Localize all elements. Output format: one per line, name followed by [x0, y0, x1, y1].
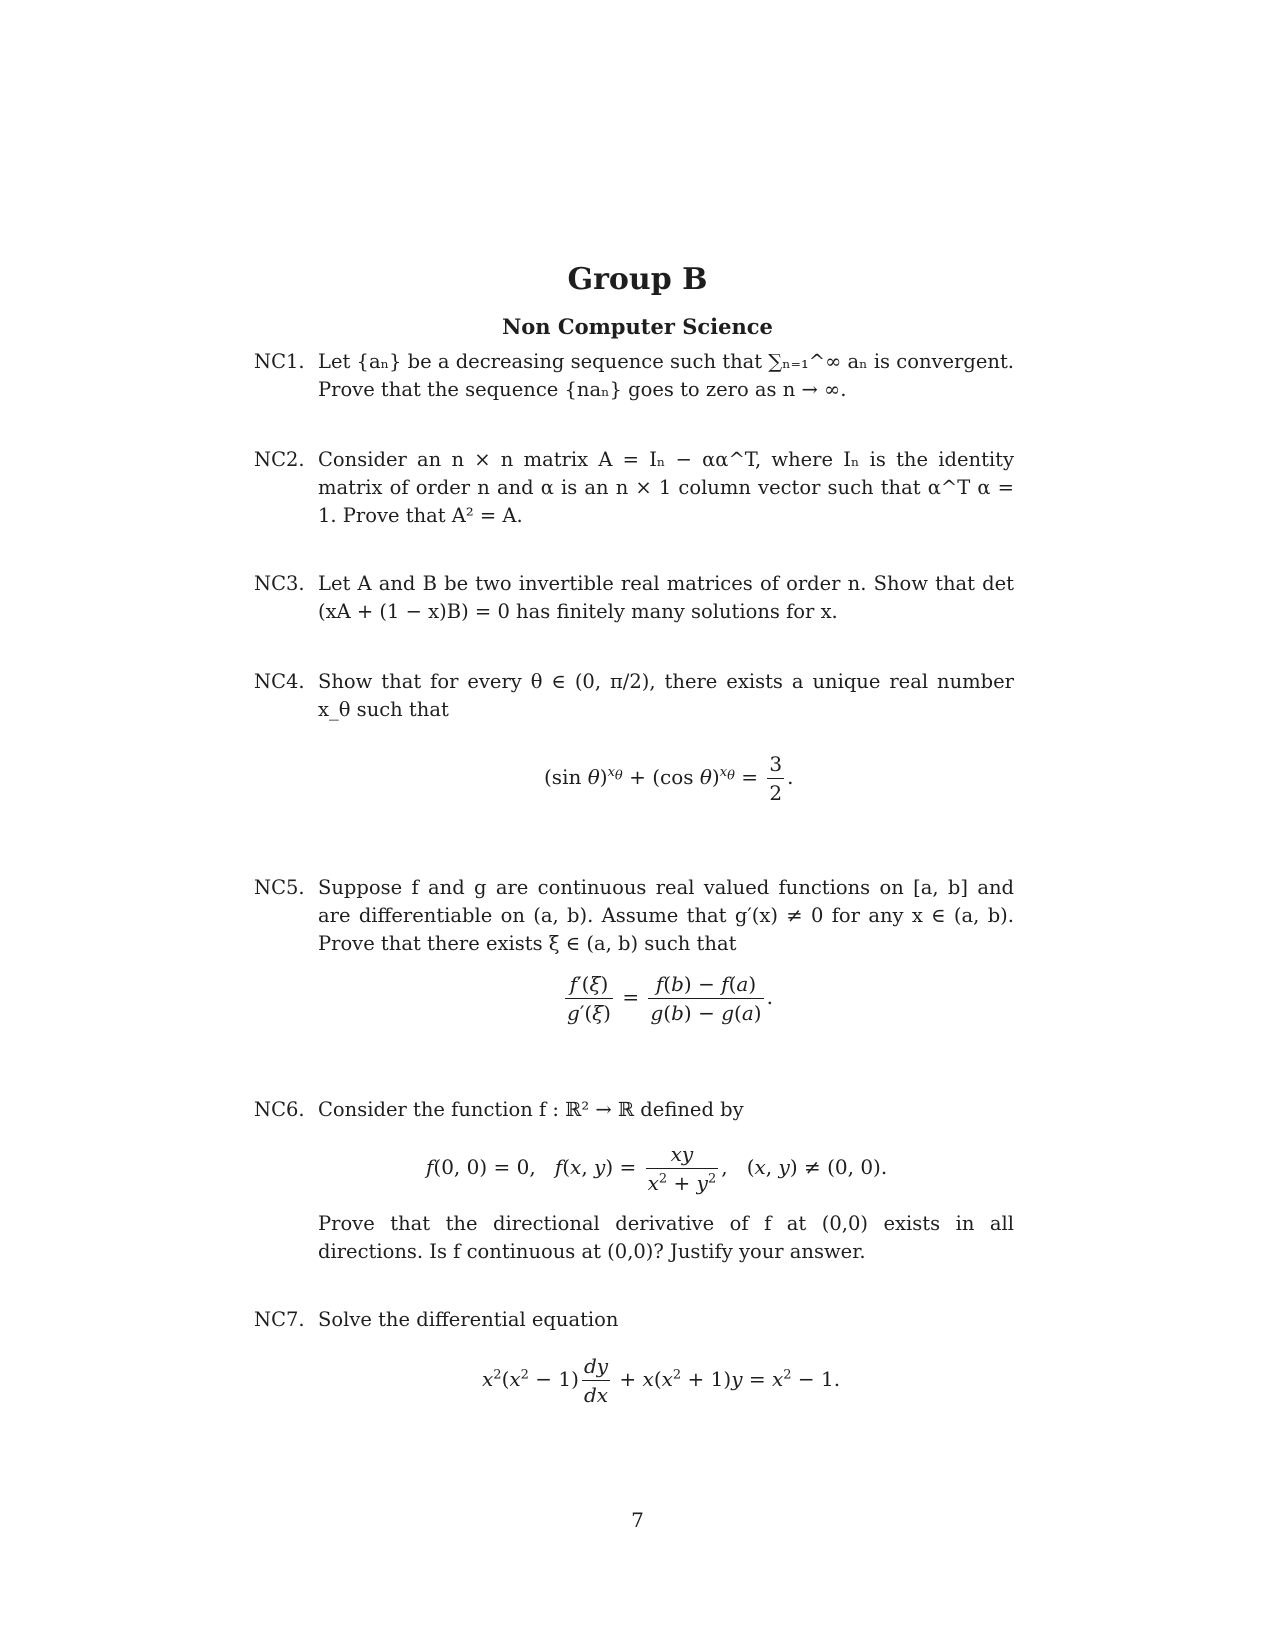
equation-nc6: f(0, 0) = 0, f(x, y) = $\frac{xy}{x^2 + y^2}$ , (x, y) ≠ (0, 0). [426, 1142, 888, 1195]
equation-nc4: (sin θ)$^{x_\theta}$ + (cos θ)$^{x_\theta}$ = $\frac{3}{2}$ . [544, 752, 794, 805]
problem-label: NC4. [254, 670, 305, 693]
problem-label: NC5. [254, 876, 305, 899]
problem-nc5 [254, 874, 1014, 958]
equation-nc5: $\frac{f'(\xi)}{g'(\xi)}$ = $\frac{f(b) - f(a)}{g(b) - g(a)}$ . [567, 972, 773, 1025]
problem-nc6 [254, 1096, 1014, 1124]
problem-nc4 [254, 668, 1014, 724]
problem-text: Solve the differential equation [318, 1308, 619, 1331]
problem-text: Let {aₙ} be a decreasing sequence such that ∑ₙ₌₁^∞ aₙ is convergent. Prove that the sequence {naₙ} goes to zero as n → ∞. [318, 350, 1014, 401]
problem-label: NC6. [254, 1098, 305, 1121]
page-subtitle: Non Computer Science [502, 314, 773, 339]
problem-label: NC2. [254, 448, 305, 471]
problem-text: Consider an n × n matrix A = Iₙ − αα^T, where Iₙ is the identity matrix of order n and α is an n × 1 column vector such that α^T α = 1. Prove that A² = A. [318, 448, 1014, 527]
problem-text: Let A and B be two invertible real matrices of order n. Show that det (xA + (1 − x)B) = 0 has finitely many solutions for x. [318, 572, 1014, 623]
problem-label: NC3. [254, 572, 305, 595]
page-title: Group B [567, 262, 708, 297]
problem-text: Suppose f and g are continuous real valued functions on [a, b] and are differentiable on (a, b). Assume that g′(x) ≠ 0 for any x ∈ (a, b). Prove that there exists ξ ∈ (a, b) such that [318, 876, 1014, 955]
problem-label: NC7. [254, 1308, 305, 1331]
problem-nc1 [254, 348, 1014, 404]
problem-text: Show that for every θ ∈ (0, π/2), there exists a unique real number x_θ such that [318, 670, 1014, 721]
problem-text: Consider the function f : ℝ² → ℝ defined by [318, 1098, 744, 1121]
equation-nc7: $x^2(x^2 - 1)$ $\frac{dy}{dx}$ + $x(x^2 + 1)y = x^2 - 1$. [482, 1354, 841, 1407]
problem-nc3 [254, 570, 1014, 626]
problem-label: NC1. [254, 350, 305, 373]
problem-text: Prove that the directional derivative of f at (0,0) exists in all directions. Is f continuous at (0,0)? Justify your answer. [318, 1212, 1014, 1263]
problem-nc7 [254, 1306, 1014, 1334]
page-number: 7 [631, 1508, 644, 1532]
problem-nc6-followup [254, 1210, 1014, 1266]
problem-nc2 [254, 446, 1014, 530]
